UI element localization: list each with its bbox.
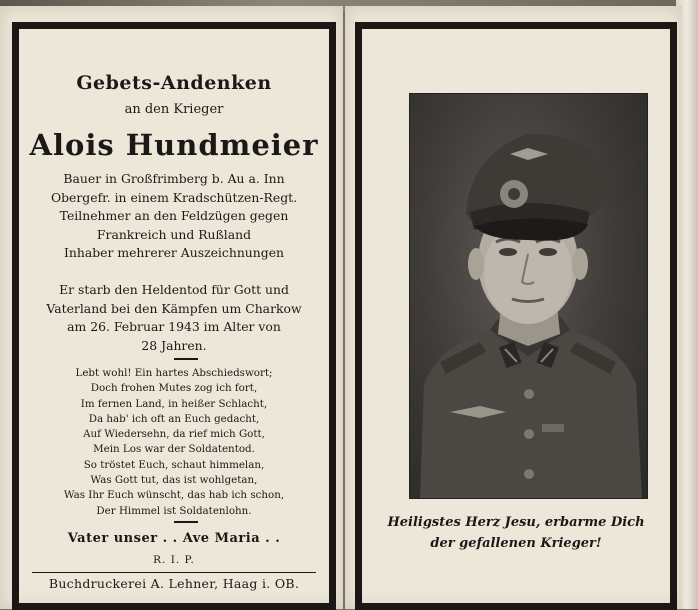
- caption-line: der gefallenen Krieger!: [430, 536, 602, 551]
- memorial-card-text-panel: [0, 6, 343, 609]
- photo-caption: [369, 512, 663, 554]
- bio-line: Frankreich und Rußland: [96, 226, 252, 242]
- divider-rule: [174, 358, 198, 360]
- poem-line: So tröstet Euch, schaut himmelan,: [83, 458, 265, 471]
- caption-line: Heiligstes Herz Jesu, erbarme Dich: [387, 515, 645, 530]
- poem-line: Doch frohen Mutes zog ich fort,: [90, 382, 258, 395]
- soldier-portrait-photo: [409, 93, 648, 499]
- mourning-border-left: [12, 22, 336, 610]
- poem-line: Lebt wohl! Ein hartes Abschiedswort;: [75, 367, 273, 379]
- death-line: am 26. Februar 1943 im Alter von: [67, 319, 281, 335]
- divider-rule: [174, 521, 198, 523]
- prayer-line: Vater unser . . Ave Maria . .: [67, 531, 281, 546]
- death-line: Er starb den Heldentod für Gott und: [59, 282, 289, 297]
- deceased-name: Alois Hundmeier: [29, 128, 319, 162]
- poem-line: Im fernen Land, in heißer Schlacht,: [80, 397, 268, 410]
- card-subheading: an den Krieger: [124, 102, 224, 117]
- poem-line: Mein Los war der Soldatentod.: [93, 443, 255, 456]
- death-notice: [26, 281, 322, 355]
- poem-line: Was Gott tut, das ist wohlgetan,: [90, 474, 258, 487]
- poem-line: Der Himmel ist Soldatenlohn.: [96, 504, 252, 517]
- portrait-illustration: [410, 94, 647, 498]
- memorial-card-photo-panel: [345, 6, 682, 609]
- mourning-border-right: [355, 22, 677, 610]
- printer-imprint: Buchdruckerei A. Lehner, Haag i. OB.: [48, 576, 300, 591]
- rip-line: R. I. P.: [153, 554, 195, 566]
- bio-line: Inhaber mehrerer Auszeichnungen: [63, 245, 285, 261]
- poem-line: Da hab' ich oft an Euch gedacht,: [88, 412, 260, 425]
- footer-divider: [32, 572, 316, 573]
- bio-line: Bauer in Großfrimberg b. Au a. Inn: [63, 171, 285, 186]
- bio-line: Teilnehmer an den Feldzügen gegen: [59, 208, 289, 224]
- bio-line: Obergefr. in einem Kradschützen-Regt.: [50, 189, 298, 205]
- biography: [26, 170, 322, 263]
- death-line: 28 Jahren.: [141, 337, 207, 353]
- poem-line: Auf Wiedersehn, da rief mich Gott,: [83, 428, 265, 441]
- death-line: Vaterland bei den Kämpfen um Charkow: [46, 300, 302, 316]
- card-heading: Gebets-Andenken: [76, 72, 272, 94]
- poem-line: Was Ihr Euch wünscht, das hab ich schon,: [63, 489, 285, 502]
- farewell-poem: [26, 366, 322, 519]
